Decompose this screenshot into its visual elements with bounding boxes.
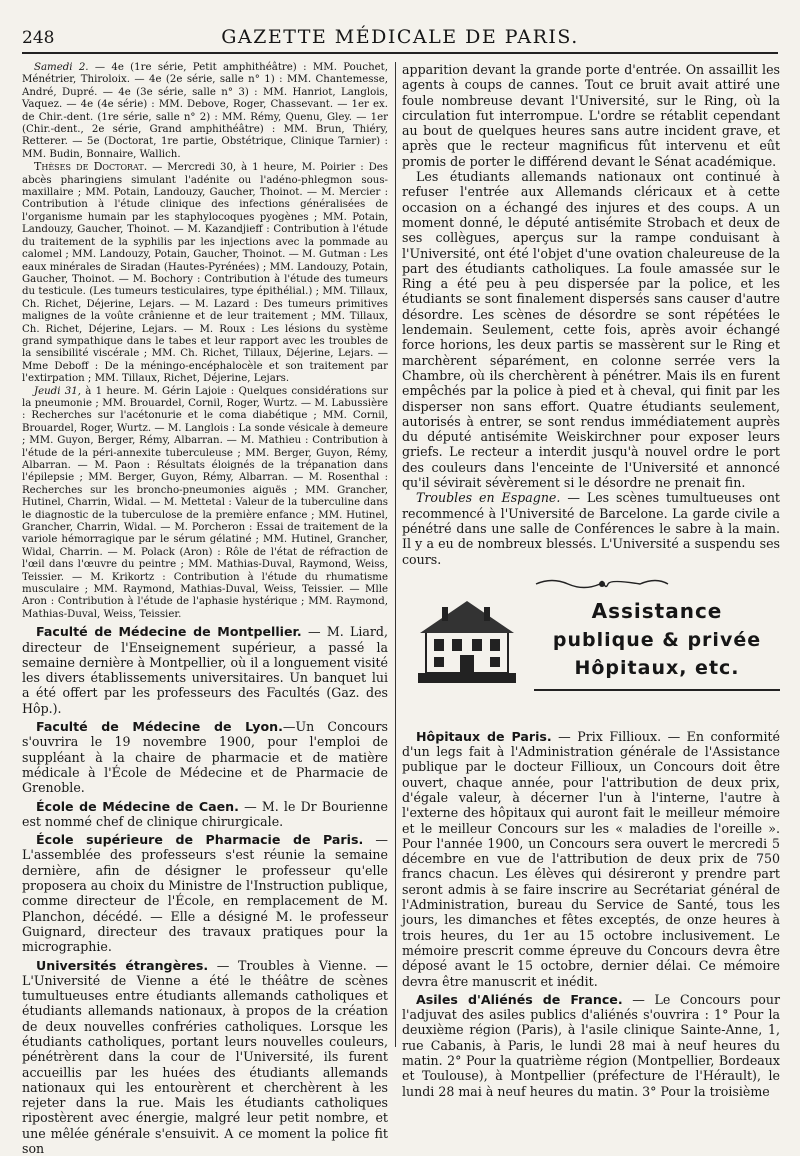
news-item: Universités étrangères. — Troubles à Vienne. —L'Université de Vienne a été le théâtre de scènes tumultueuses entre étudiants allemands catholiques et étudiants allemands nationaux, à propos de la création de deux nouvelles confréries catholiques. Lorsque les étudiants catholiques, portant leurs nouvelles couleurs, pénétrèrent dans la cour de l'Université, ils furent accueillis par les huées des étudiants allemands nationaux qui les entourèrent et cherchèrent à les rejeter dans la rue. Mais les étudiants catholiques ripostèrent avec énergie, malgré leur petit nombre, et une mêlée générale s'ensuivit. A ce moment la police fit son — [22, 957, 388, 1156]
exam-program — [22, 62, 388, 621]
column-divider — [395, 62, 396, 1047]
program-paragraph: Thèses de Doctorat. — Mercredi 30, à 1 heure, M. Poirier : Des abcès pharingiens simulant l'adénite ou l'adéno-phlegmon sous-maxillaire ; MM. Potain, Landouzy, Gaucher, Thoinot. — M. Mercier : Contribution à l'étude clinique des infections généralisées de l'organisme humain par les staphylocoques pyogènes ; MM. Potain, Landouzy, Gaucher, Thoinot. — M. Kazandjieff : Contribution à l'étude du traitement de la syphilis par les injections avec la pommade au calomel ; MM. Landouzy, Potain, Gaucher, Thoinot. — M. Gutman : Les eaux minérales de Siradan (Hautes-Pyrénées) ; MM. Landouzy, Potain, Gaucher, Thoinot. — M. Bochory : Contribution à l'étude des tumeurs du testicule. (Les tumeurs testiculaires, type épithélial.) ; MM. Tillaux, Ch. Richet, Déjerine, Lejars. — M. Lazard : Des tumeurs primitives malignes de la voûte crânienne et de leur traitement ; MM. Tillaux, Ch. Richet, Déjerine, Lejars. — M. Roux : Les lésions du système grand sympathique dans le tabes et leur rapport avec les troubles de la sensibilité viscérale ; MM. Ch. Richet, Tillaux, Déjerine, Lejars. — Mme Deboff : De la méningo-encéphalocèle et son traitement par l'extirpation ; MM. Tillaux, Richet, Déjerine, Lejars. — [22, 160, 389, 385]
news-item: Faculté de Médecine de Lyon.—Un Concours s'ouvrira le 19 novembre 1900, pour l'emploi de suppléant à la chaire de pharmacie et de matière médicale à l'École de Médecine et de Pharmacie de Grenoble. — [22, 719, 388, 796]
news-paragraph: apparition devant la grande porte d'entrée. On assaillit les agents à coups de cannes. Tout ce bruit avait attiré une foule nombreuse devant l'Université, sur le Ring, où la circulation fut interrompue. L'ordre se rétablit cependant au bout de quelques heures sans autre incident grave, et après que le recteur magnificus fût intervenu et eût promis de porter le différend devant le Sénat académique. — [402, 62, 780, 169]
news-item: Hôpitaux de Paris. — Prix Fillioux. — En conformité d'un legs fait à l'Administration générale de l'Assistance publique par le docteur Fillioux, un Concours doit être ouvert, chaque année, pour l'attribution de deux prix, d'égale valeur, à décerner l'un à l'interne, l'autre à l'externe des hôpitaux qui auront fait le meilleur mémoire et le meilleur Concours sur les « maladies de l'oreille ». Pour l'année 1900, un Concours sera ouvert le mercredi 5 décembre en vue de l'attribution de deux prix de 750 francs chacun. Les élèves qui désireront y prendre part seront admis à se faire inscrire au Secrétariat général de l'Administration, bureau du Service de Santé, tous les jours, les dimanches et fêtes exceptés, de onze heures à trois heures, du 1er au 15 octobre inclusivement. Le mémoire prescrit comme épreuve du Concours devra être déposé avant le 15 octobre, dernier délai. Ce mémoire devra être manuscrit et inédit. — [402, 728, 780, 989]
banner-line-3: Hôpitaux, etc. — [574, 656, 740, 679]
news-heading: Faculté de Médecine de Montpellier. — [36, 624, 302, 640]
news-heading: Universités étrangères. — [36, 957, 209, 973]
news-item: École de Médecine de Caen. — M. le Dr Bourienne est nommé chef de clinique chirurgicale. — [22, 798, 388, 829]
hospital-building-icon — [412, 591, 522, 687]
banner-line-2: publique & privée — [552, 628, 762, 651]
banner-line-1: Assistance — [591, 598, 723, 623]
program-paragraph: Samedi 2. — 4e (1re série, Petit amphithéâtre) : MM. Pouchet, Ménétrier, Thiroloix. — 4e (2e série, salle n° 1) : MM. Chantemesse, André, Dupré. — 4e (3e série, salle n° 3) : MM. Hanriot, Langlois, Vaquez. — 4e (4e série) : MM. Debove, Roger, Chassevant. — 1er ex. de Chir.-dent. (1re série, salle n° 2) : MM. Rémy, Quenu, Gley. — 1er (Chir.-dent., 2e série, Grand amphithéâtre) : MM. Brun, Thiéry, Retterer. — 5e (Doctorat, 1re partie, Obstétrique, Clinique Tarnier) : MM. Budin, Bonnaire, Wallich. — [22, 62, 388, 160]
journal-title: GAZETTE MÉDICALE DE PARIS. — [221, 26, 579, 48]
news-heading: Hôpitaux de Paris. — [416, 728, 552, 744]
news-heading: Asiles d'Aliénés de France. — [416, 991, 623, 1007]
page-number: 248 — [22, 28, 55, 48]
section-banner — [402, 575, 780, 725]
news-item: Asiles d'Aliénés de France. — Le Concours pour l'adjuvat des asiles publics d'aliénés s'ouvrira : 1° Pour la deuxième région (Paris), à l'asile clinique Sainte-Anne, 1, rue Cabanis, à Paris, le lundi 28 mai à neuf heures du matin. 2° Pour la quatrième région (Montpellier, Bordeaux et Toulouse), à Montpellier (préfecture de l'Hérault), le lundi 28 mai à neuf heures du matin. 3° Pour la troisième — [402, 991, 780, 1099]
news-heading: Faculté de Médecine de Lyon. — [36, 719, 283, 735]
right-column — [402, 62, 780, 1099]
news-heading: École de Médecine de Caen. — [36, 798, 239, 814]
right-news — [402, 62, 780, 567]
right-notices — [402, 729, 780, 1099]
left-news — [22, 624, 388, 1156]
news-item: École supérieure de Pharmacie de Paris. — L'assemblée des professeurs s'est réunie la semaine dernière, afin de désigner le professeur qu'elle proposera au choix du Ministre de l'Instruction publique, comme directeur de l'École, en remplacement de M. Planchon, décédé. — Elle a désigné M. le professeur Guignard, directeur des travaux pratiques pour la micrographie. — [22, 832, 388, 955]
news-paragraph: Troubles en Espagne. — Les scènes tumultueuses ont recommencé à l'Université de Barcelone. La garde civile a pénétré dans une salle de Conférences le sabre à la main. Il y a eu de nombreux blessés. L'Université a suspendu ses cours. — [402, 490, 780, 567]
news-paragraph: Les étudiants allemands nationaux ont continué à refuser l'entrée aux Allemands cléricaux et à cette occasion on a échangé des injures et des coups. A un moment donné, le député antisémite Strobach et deux de ses collègues, aperçus sur la rampe conduisant à l'Université, ont été l'objet d'une ovation chaleureuse de la part des étudiants catholiques. La foule amassée sur le Ring a été peu à peu dispersée par la police, et les étudiants se sont finalement dispersés sans causer d'autre désordre. Les scènes de désordre se sont répétées le lendemain. Seulement, cette fois, après avoir échangé force horions, les deux partis se massèrent sur le Ring et marchèrent séparément, en colonne serrée vers la Chambre, où ils cherchèrent à pénétrer. Mais ils en furent empêchés par la police à pied et à cheval, qui finit par les disperser non sans effort. Quatre étudiants seulement, autorisés à entrer, se sont rendus immédiatement auprès du député antisémite Weiskirchner pour exposer leurs griefs. Le recteur a interdit jusqu'à nouvel ordre le port des couleurs dans l'enceinte de l'Université et annoncé qu'il sévirait sévèrement si le désordre ne prenait fin. — [402, 169, 780, 491]
program-paragraph: Jeudi 31, à 1 heure. M. Gérin Lajoie : Quelques considérations sur la pneumonie ; MM. Brouardel, Cornil, Roger, Wurtz. — M. Labussière : Recherches sur l'acétonurie et le coma diabétique ; MM. Cornil, Brouardel, Roger, Wurtz. — M. Langlois : La sonde vésicale à demeure ; MM. Guyon, Berger, Rémy, Albarran. — M. Mathieu : Contribution à l'étude de la péri-annexite tuberculeuse ; MM. Berger, Guyon, Rémy, Albarran. — M. Paon : Résultats éloignés de la trépanation dans l'épilepsie ; MM. Berger, Guyon, Rémy, Albarran. — M. Rosenthal : Recherches sur les broncho-pneumonies aiguës ; MM. Grancher, Hutinel, Charrin, Widal. — M. Mettetal : Valeur de la tuberculine dans le diagnostic de la tuberculose de la première enfance ; MM. Hutinel, Grancher, Charrin, Widal. — M. Porcheron : Essai de traitement de la variole hémorragique par le sérum gélatiné ; MM. Hutinel, Grancher, Widal, Charrin. — M. Polack (Aron) : Rôle de l'état de réfraction de l'œil dans l'œuvre du peintre ; MM. Mathias-Duval, Raymond, Weiss, Teissier. — M. Krikortz : Contribution à l'étude du rhumatisme musculaire ; MM. Raymond, Mathias-Duval, Weiss, Teissier. — Mlle Aron : Contribution à l'étude de l'aphasie hystérique ; MM. Raymond, Mathias-Duval, Weiss, Teissier. — [22, 385, 388, 620]
left-column — [22, 62, 389, 1156]
news-heading: École supérieure de Pharmacie de Paris. — [36, 832, 364, 848]
news-item: Faculté de Médecine de Montpellier. — M. Liard, directeur de l'Enseignement supérieur, a passé la semaine dernière à Montpellier, où il a longuement visité les divers établissements universitaires. Un banquet lui a été offert par les professeurs des Facultés (Gaz. des Hôp.). — [22, 624, 388, 716]
fleuron-ornament-icon — [532, 577, 672, 591]
banner-rule — [534, 689, 780, 691]
page-header — [22, 22, 778, 54]
